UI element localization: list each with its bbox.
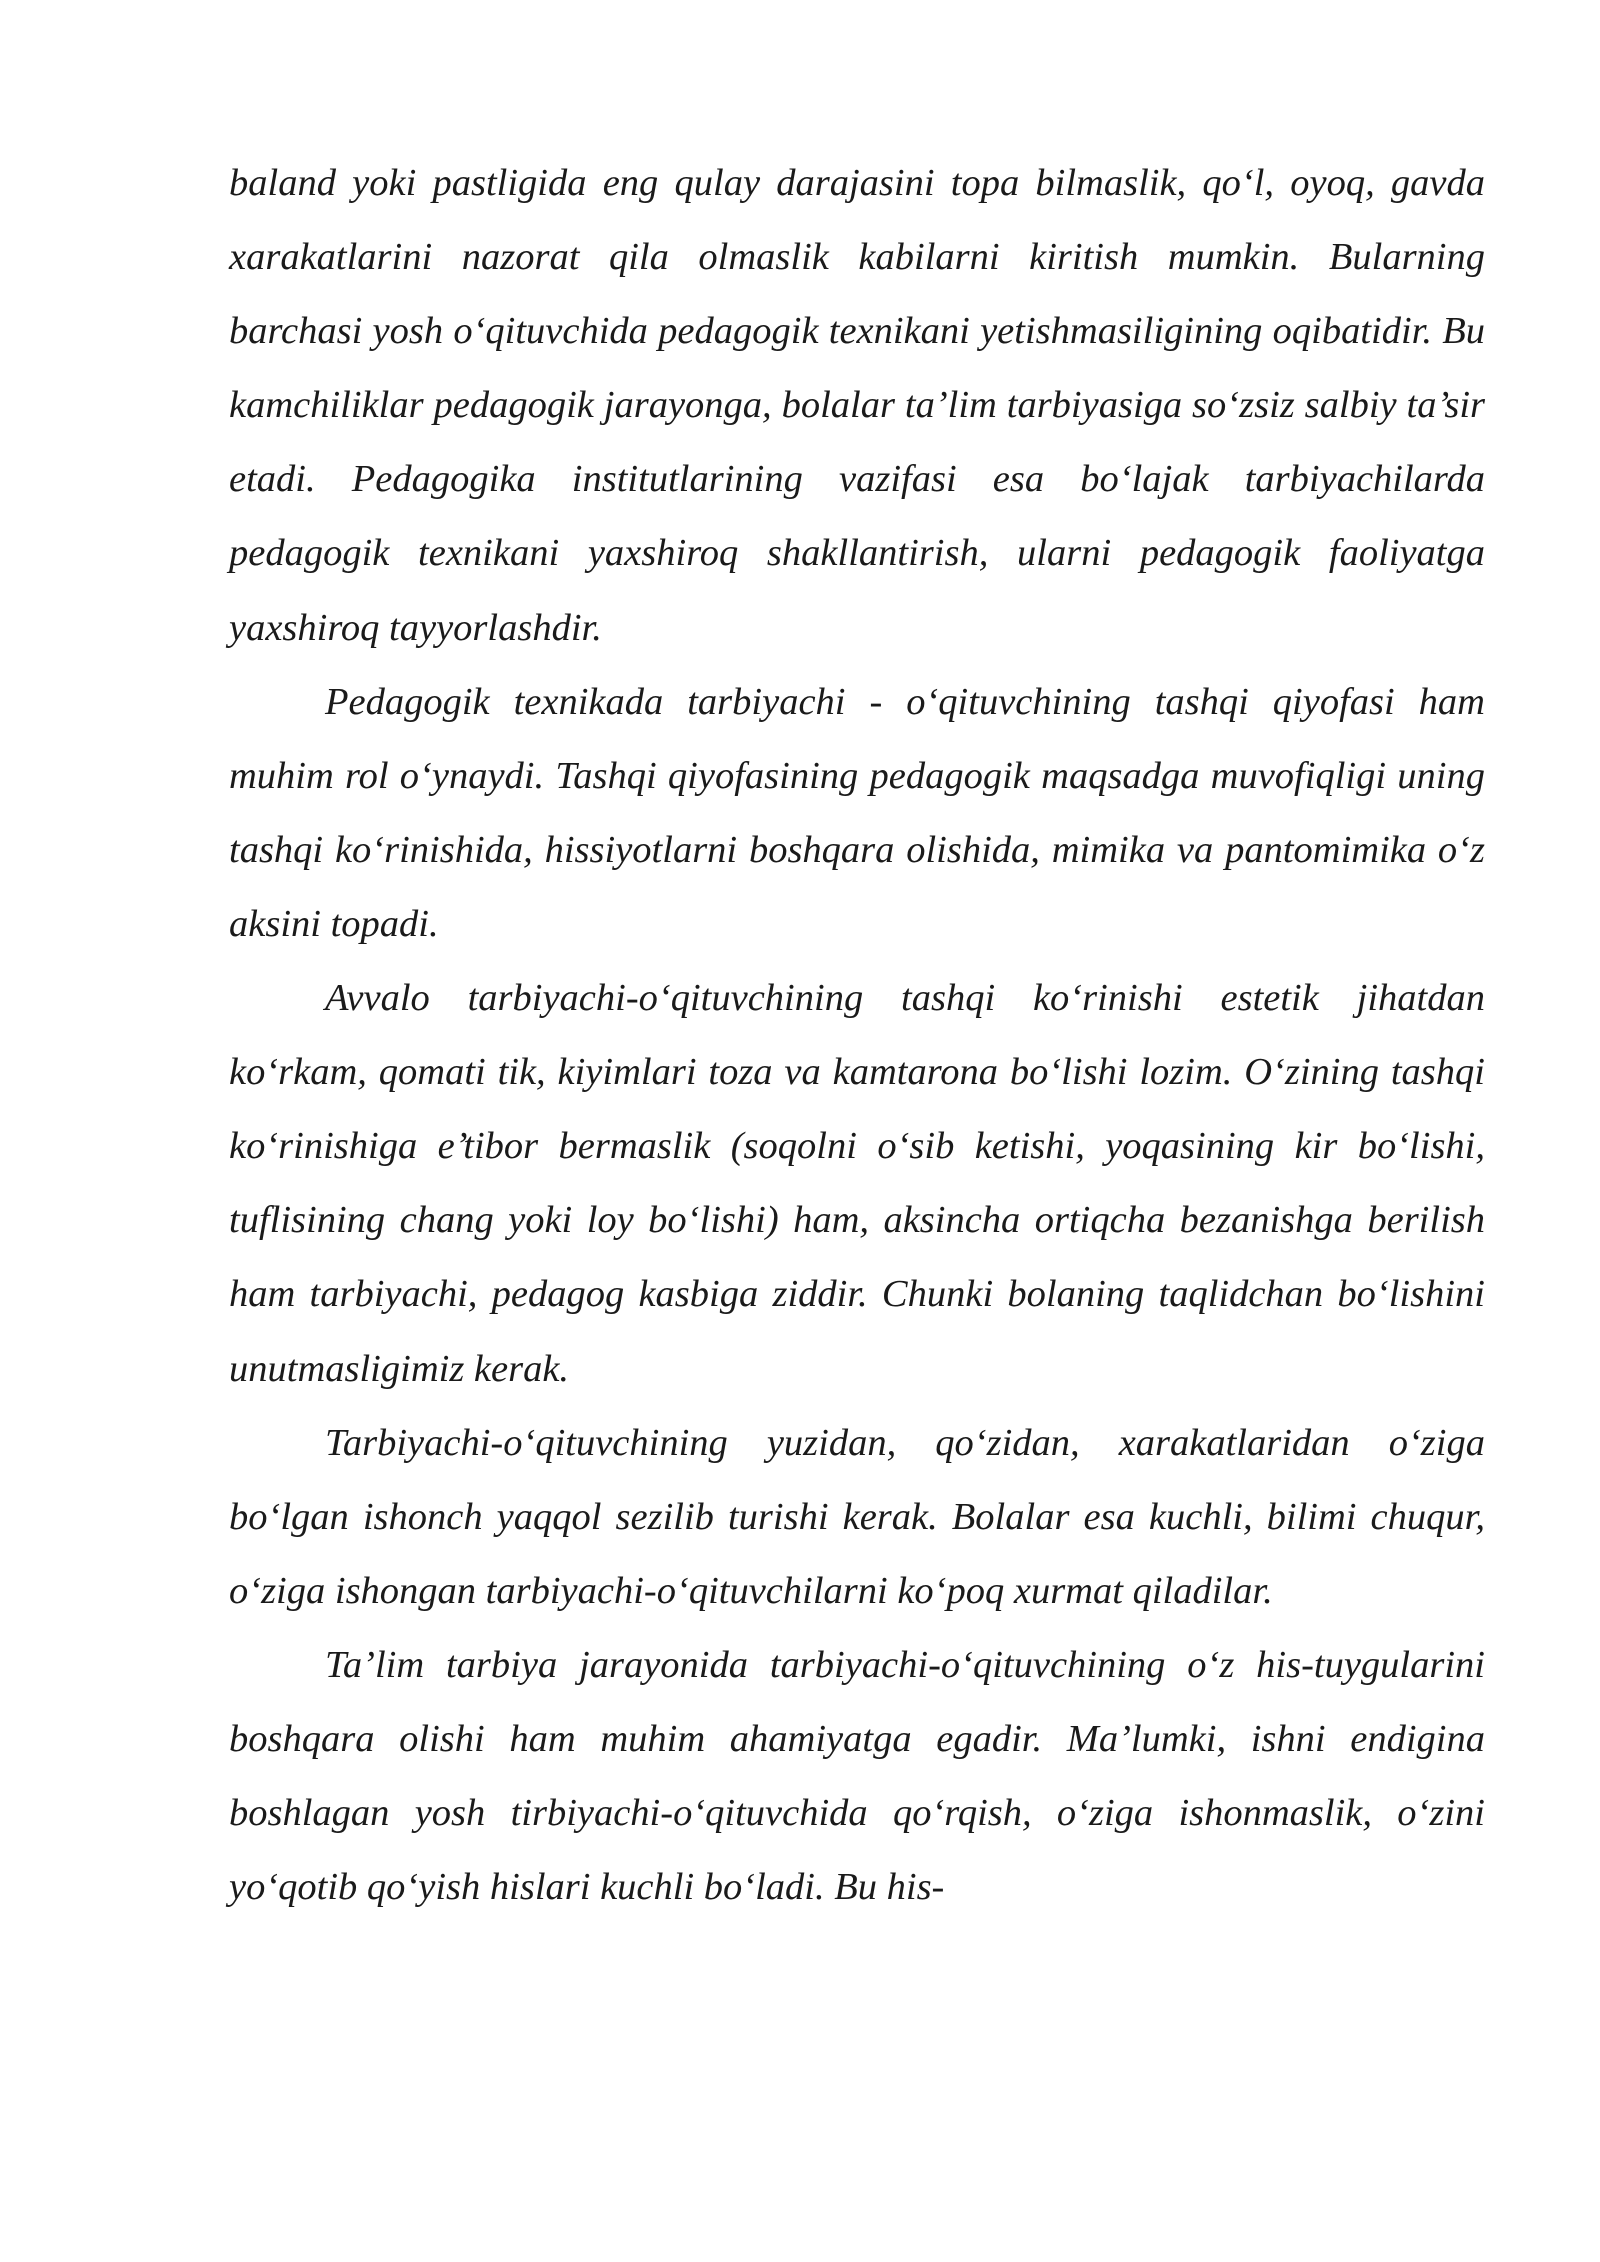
- body-text: [229, 146, 1485, 1924]
- paragraph-external-appearance: Pedagogik texnikada tarbiyachi - o‘qituvchining tashqi qiyofasi ham muhim rol o‘ynaydi. Tashqi qiyofasining pedagogik maqsadga muvofiqligi uning tashqi ko‘rinishida, hissiyotlarni boshqara olishida, mimika va pantomimika o‘z aksini topadi.: [229, 680, 1485, 945]
- paragraph-neat-appearance: Avvalo tarbiyachi-o‘qituvchining tashqi ko‘rinishi estetik jihatdan ko‘rkam, qomati tik, kiyimlari toza va kamtarona bo‘lishi lozim. O‘zining tashqi ko‘rinishiga e’tibor bermaslik (soqolni o‘sib ketishi, yoqasining kir bo‘lishi, tuflisining chang yoki loy bo‘lishi) ham, aksincha ortiqcha bezanishga berilish ham tarbiyachi, pedagog kasbiga ziddir. Chunki bolaning taqlidchan bo‘lishini unutmasligimiz kerak.: [229, 977, 1485, 1390]
- paragraph-continuation: baland yoki pastligida eng qulay darajasini topa bilmaslik, qo‘l, oyoq, gavda xarakatlarini nazorat qila olmaslik kabilarni kiritish mumkin. Bularning barchasi yosh o‘qituvchida pedagogik texnikani yetishmasiligining oqibatidir. Bu kamchiliklar pedagogik jarayonga, bolalar ta’lim tarbiyasiga so‘zsiz salbiy ta’sir etadi. Pedagogika institutlarining vazifasi esa bo‘lajak tarbiyachilarda pedagogik texnikani yaxshiroq shakllantirish, ularni pedagogik faoliyatga yaxshiroq tayyorlashdir.: [229, 162, 1485, 649]
- paragraph-emotion-control: Ta’lim tarbiya jarayonida tarbiyachi-o‘qituvchining o‘z his-tuygularini boshqara olishi ham muhim ahamiyatga egadir. Ma’lumki, ishni endigina boshlagan yosh tirbiyachi-o‘qituvchida qo‘rqish, o‘ziga ishonmaslik, o‘zini yo‘qotib qo‘yish hislari kuchli bo‘ladi. Bu his-: [229, 1643, 1485, 1909]
- paragraph-self-confidence: Tarbiyachi-o‘qituvchining yuzidan, qo‘zidan, xarakatlaridan o‘ziga bo‘lgan ishonch yaqqol sezilib turishi kerak. Bolalar esa kuchli, bilimi chuqur, o‘ziga ishongan tarbiyachi-o‘qituvchilarni ko‘poq xurmat qiladilar.: [229, 1421, 1485, 1612]
